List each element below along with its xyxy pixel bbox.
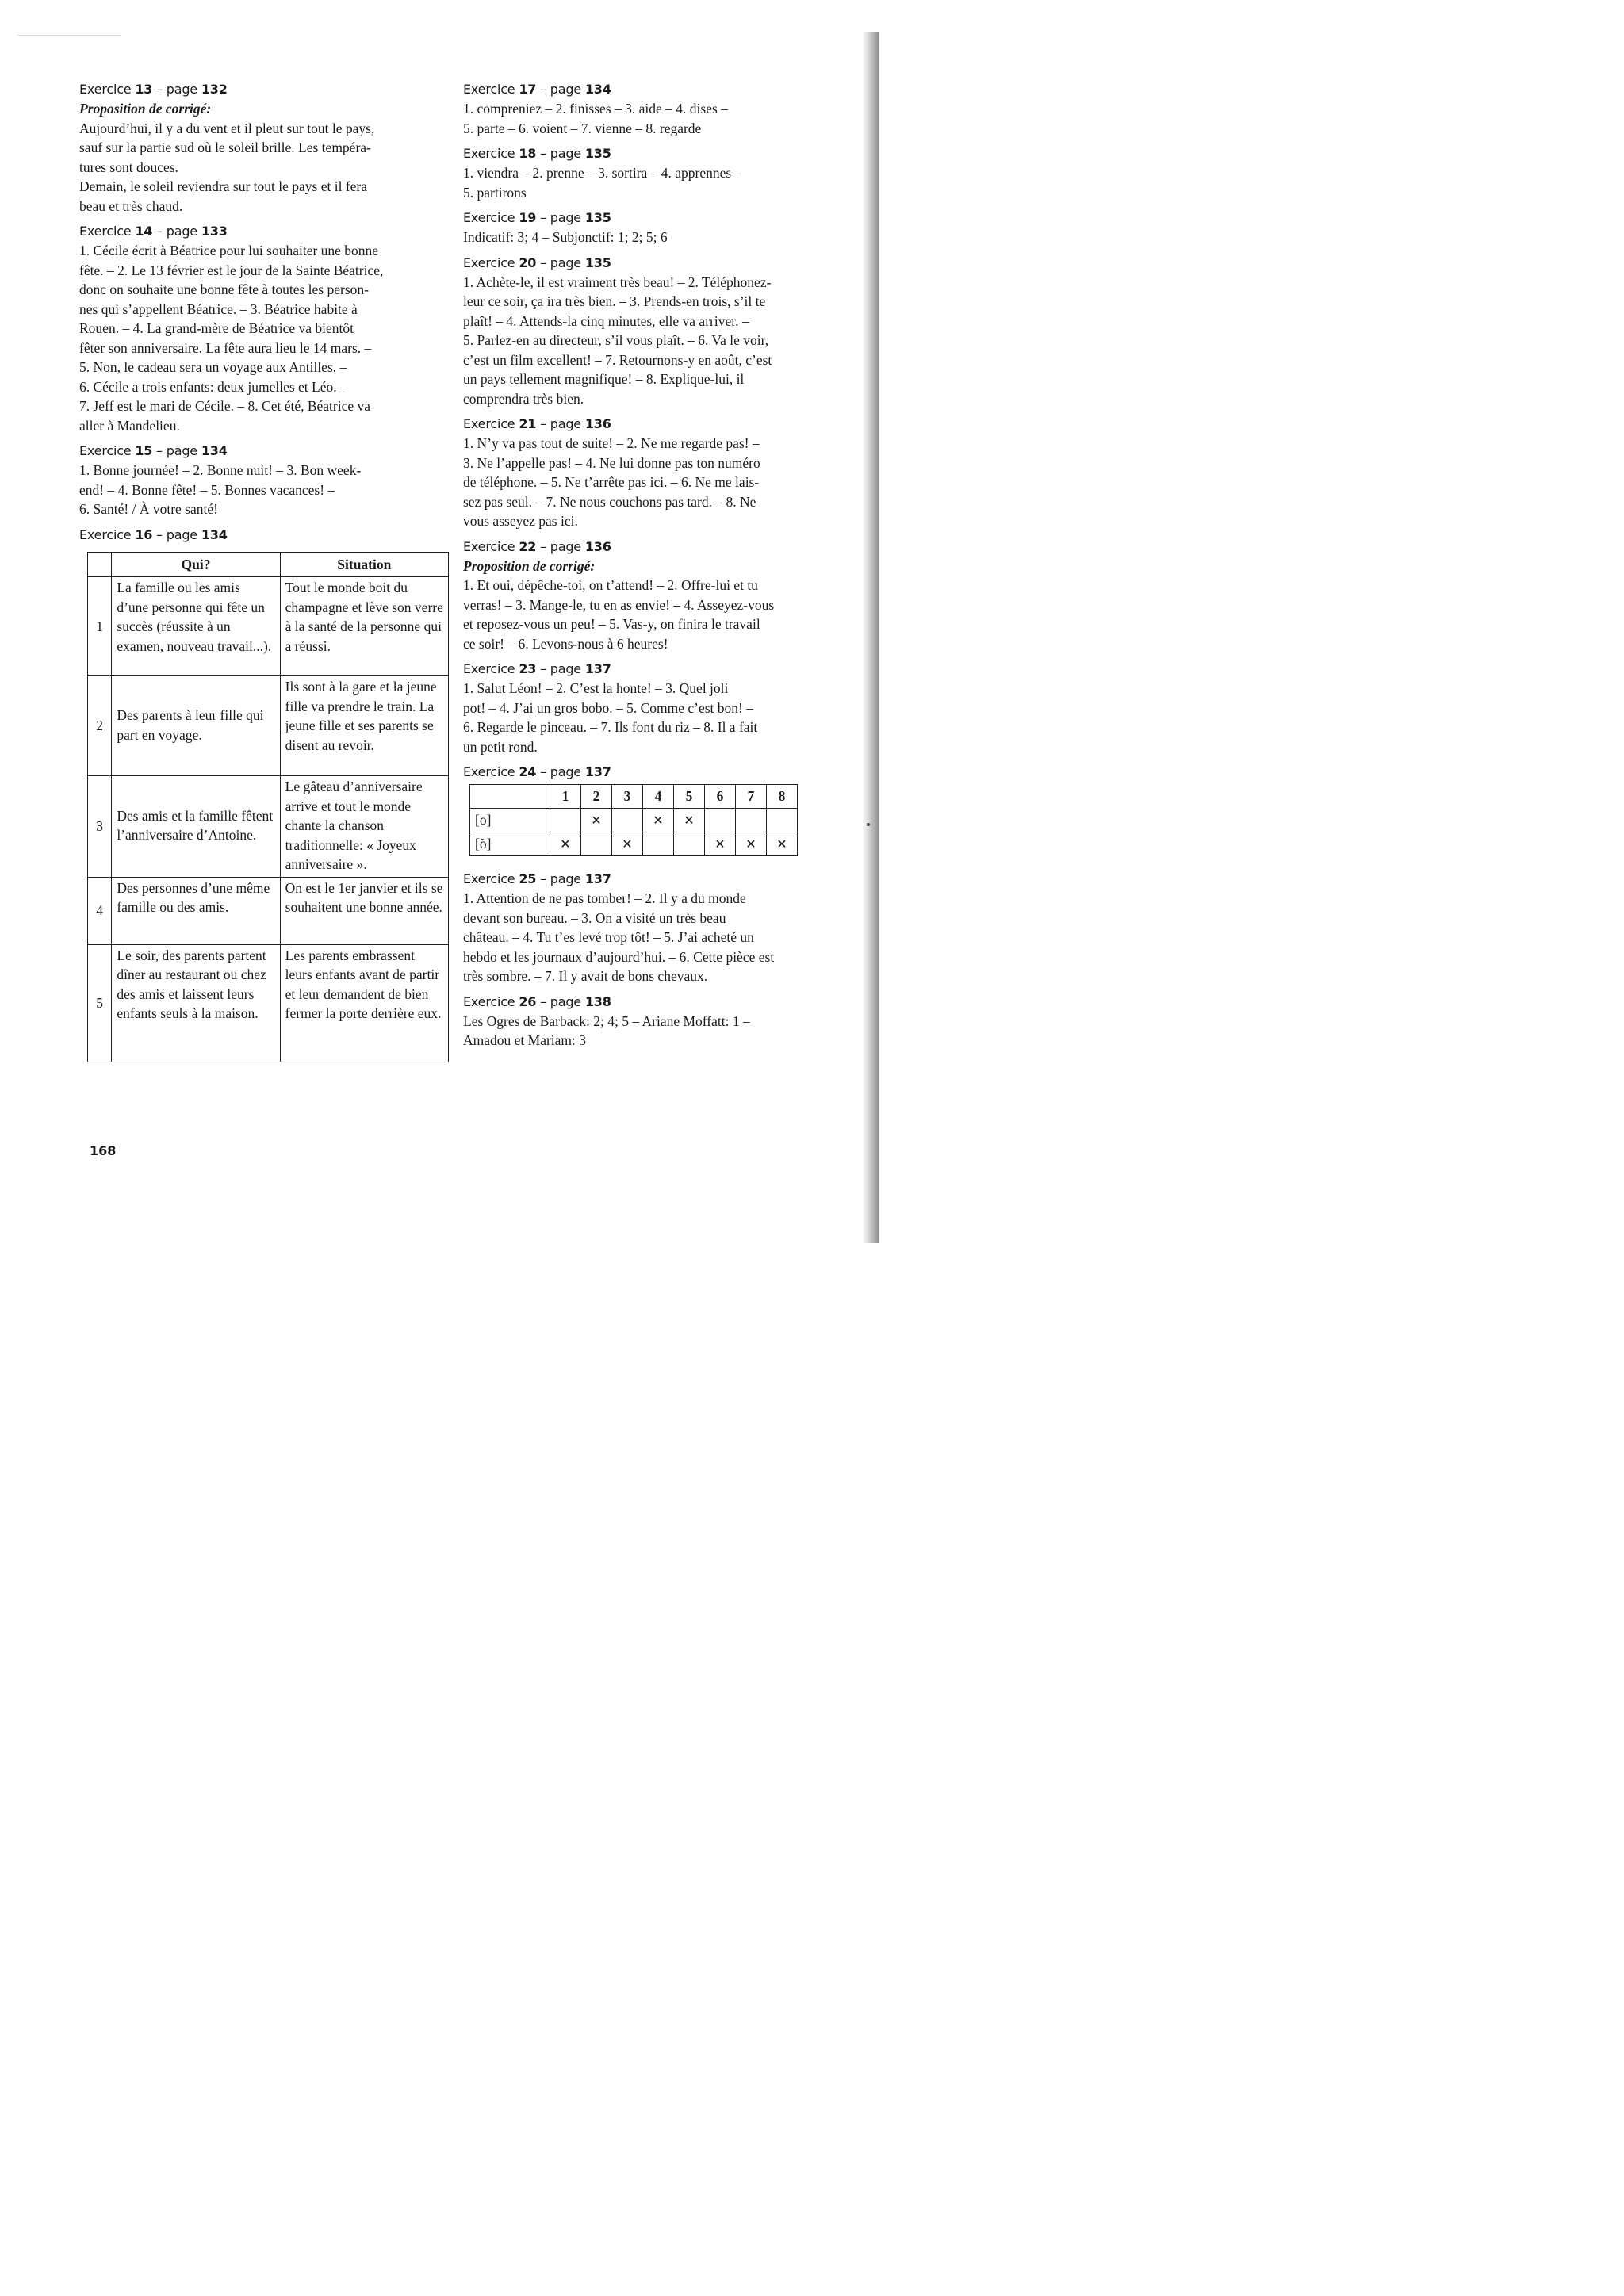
text-line: 6. Santé! / À votre santé! [79, 501, 218, 517]
text-line: 1. viendra – 2. prenne – 3. sortira – 4. apprennes – [463, 165, 742, 181]
column-header: 5 [674, 785, 705, 809]
exercise-24 [463, 763, 832, 856]
mark-cell-x [581, 809, 612, 832]
text-line: sauf sur la partie sud où le soleil brille. Les tempéra- [79, 140, 371, 155]
exercise-26 [463, 993, 832, 1050]
text-line: de téléphone. – 5. Ne t’arrête pas ici. – 6. Ne me lais- [463, 474, 760, 490]
column-header-qui: Qui? [112, 552, 280, 577]
exercise-23 [463, 660, 832, 756]
mark-cell-empty [674, 832, 705, 856]
text-line: Rouen. – 4. La grand-mère de Béatrice va bientôt [79, 320, 354, 336]
page-number: 168 [90, 1143, 117, 1158]
exercise-heading: Exercice 18 – page 135 [463, 146, 611, 161]
mark-cell-x [643, 809, 674, 832]
proposition-label: Proposition de corrigé: [79, 101, 212, 117]
text-line: tures sont douces. [79, 159, 178, 175]
row-number: 5 [88, 944, 112, 1062]
mark-cell-x [767, 832, 798, 856]
text-line: hebdo et les journaux d’aujourd’hui. – 6. Cette pièce est [463, 948, 775, 965]
column-header: 2 [581, 785, 612, 809]
mark-cell-x [705, 832, 736, 856]
text-line: un petit rond. [463, 738, 538, 755]
x-mark-icon: ✕ [622, 836, 633, 851]
proposition-label: Proposition de corrigé: [463, 557, 596, 574]
text-line: Indicatif: 3; 4 – Subjonctif: 1; 2; 5; 6 [463, 229, 668, 245]
column-header: 7 [736, 785, 767, 809]
text-line: 3. Ne l’appelle pas! – 4. Ne lui donne pas ton numéro [463, 454, 760, 471]
table-row [470, 832, 798, 856]
mark-cell-empty [581, 832, 612, 856]
text-line: devant son bureau. – 3. On a visité un très beau [463, 909, 726, 926]
text-line: Amadou et Mariam: 3 [463, 1032, 587, 1048]
exercise-heading: Exercice 20 – page 135 [463, 254, 611, 270]
text-line: vous asseyez pas ici. [463, 513, 578, 529]
text-line: et reposez-vous un peu! – 5. Vas-y, on finira le travail [463, 616, 760, 632]
exercise-heading: Exercice 17 – page 134 [463, 82, 611, 97]
column-header-situation: Situation [280, 552, 448, 577]
exercise-heading: Exercice 16 – page 134 [79, 526, 228, 542]
situation-cell: On est le 1er janvier et ils se souhaitent une bonne année. [280, 877, 448, 944]
text-line: 1. Attention de ne pas tomber! – 2. Il y a du monde [463, 890, 746, 906]
table-header-row [88, 552, 449, 577]
situation-cell: Ils sont à la gare et la jeune fille va prendre le train. La jeune fille et ses parents se disent au revoir. [280, 676, 448, 776]
text-line: 6. Cécile a trois enfants: deux jumelles et Léo. – [79, 378, 347, 395]
mark-cell-empty [705, 809, 736, 832]
text-line: 6. Regarde le pinceau. – 7. Ils font du riz – 8. Il a fait [463, 719, 758, 735]
row-label: [o] [470, 809, 550, 832]
exercise-heading: Exercice 19 – page 135 [463, 210, 611, 225]
table-row [470, 809, 798, 832]
situations-table [87, 552, 449, 1062]
text-line: fête. – 2. Le 13 février est le jour de la Sainte Béatrice, [79, 262, 384, 278]
exercise-heading: Exercice 21 – page 136 [463, 416, 611, 431]
right-column [463, 81, 832, 1058]
x-mark-icon: ✕ [653, 812, 664, 828]
exercise-18 [463, 145, 832, 202]
qui-cell: La famille ou les amis d’une personne qui fête un succès (réussite à un examen, nouveau travail...). [112, 577, 280, 676]
table-row [88, 877, 449, 944]
row-number: 4 [88, 877, 112, 944]
empty-header-cell [470, 785, 550, 809]
situation-cell: Les parents embrassent leurs enfants avant de partir et leur demandent de bien fermer la porte derrière eux. [280, 944, 448, 1062]
mark-cell-x [550, 832, 581, 856]
x-mark-icon: ✕ [714, 836, 726, 851]
text-line: 1. Salut Léon! – 2. C’est la honte! – 3. Quel joli [463, 680, 729, 696]
exercise-15 [79, 442, 442, 519]
row-number: 2 [88, 676, 112, 776]
situation-cell: Tout le monde boit du champagne et lève son verre à la santé de la personne qui a réussi. [280, 577, 448, 676]
text-line: leur ce soir, ça ira très bien. – 3. Prends-en trois, s’il te [463, 293, 766, 309]
text-line: 5. partirons [463, 184, 527, 201]
column-header: 4 [643, 785, 674, 809]
text-line: 1. Bonne journée! – 2. Bonne nuit! – 3. Bon week- [79, 462, 362, 478]
text-line: c’est un film excellent! – 7. Retournons-y en août, c’est [463, 351, 772, 368]
text-line: donc on souhaite une bonne fête à toutes les person- [79, 281, 369, 297]
exercise-21 [463, 415, 832, 531]
text-line: 5. Parlez-en au directeur, s’il vous plaît. – 6. Va le voir, [463, 332, 769, 348]
column-header: 1 [550, 785, 581, 809]
situation-cell: Le gâteau d’anniversaire arrive et tout le monde chante la chanson traditionnelle: « Joyeux anniversaire ». [280, 776, 448, 878]
mark-cell-empty [643, 832, 674, 856]
text-line: très sombre. – 7. Il y avait de bons chevaux. [463, 968, 708, 984]
qui-cell: Des amis et la famille fêtent l’anniversaire d’Antoine. [112, 776, 280, 878]
text-line: 1. Achète-le, il est vraiment très beau! – 2. Téléphonez- [463, 274, 772, 290]
text-line: plaît! – 4. Attends-la cinq minutes, elle va arriver. – [463, 312, 749, 329]
x-mark-icon: ✕ [776, 836, 787, 851]
text-line: fêter son anniversaire. La fête aura lieu le 14 mars. – [79, 339, 372, 356]
text-line: pot! – 4. J’ai un gros bobo. – 5. Comme c’est bon! – [463, 699, 753, 716]
text-line: 7. Jeff est le mari de Cécile. – 8. Cet été, Béatrice va [79, 398, 371, 414]
text-line: end! – 4. Bonne fête! – 5. Bonnes vacances! – [79, 481, 335, 498]
text-line: Aujourd’hui, il y a du vent et il pleut sur tout le pays, [79, 120, 375, 136]
mark-cell-empty [550, 809, 581, 832]
text-line: Les Ogres de Barback: 2; 4; 5 – Ariane Moffatt: 1 – [463, 1012, 750, 1029]
x-mark-icon: ✕ [745, 836, 756, 851]
exercise-17 [463, 81, 832, 138]
exercise-22 [463, 538, 832, 654]
mark-cell-empty [736, 809, 767, 832]
text-line: comprendra très bien. [463, 390, 584, 407]
exercise-25 [463, 871, 832, 986]
text-line: 1. N’y va pas tout de suite! – 2. Ne me regarde pas! – [463, 435, 760, 451]
text-line: 1. Cécile écrit à Béatrice pour lui souhaiter une bonne [79, 243, 379, 258]
text-line: 5. Non, le cadeau sera un voyage aux Antilles. – [79, 359, 347, 375]
exercise-heading: Exercice 22 – page 136 [463, 538, 611, 554]
exercise-14 [79, 223, 442, 435]
exercise-heading: Exercice 26 – page 138 [463, 993, 611, 1009]
column-header: 6 [705, 785, 736, 809]
left-column [79, 81, 442, 1070]
mark-cell-x [612, 832, 643, 856]
x-mark-icon: ✕ [560, 836, 571, 851]
text-line: 5. parte – 6. voient – 7. vienne – 8. regarde [463, 120, 702, 136]
page-edge-shadow [862, 32, 879, 1243]
column-header: 3 [612, 785, 643, 809]
mark-cell-empty [612, 809, 643, 832]
text-line: beau et très chaud. [79, 197, 183, 214]
text-line: nes qui s’appellent Béatrice. – 3. Béatrice habite à [79, 300, 358, 317]
table-row [88, 676, 449, 776]
exercise-heading: Exercice 24 – page 137 [463, 764, 611, 779]
text-line: sez pas seul. – 7. Ne nous couchons pas tard. – 8. Ne [463, 493, 756, 510]
scan-speck [867, 823, 870, 826]
mark-cell-x [736, 832, 767, 856]
text-line: verras! – 3. Mange-le, tu en as envie! – 4. Asseyez-vous [463, 596, 775, 613]
text-line: aller à Mandelieu. [79, 417, 180, 434]
mark-cell-empty [767, 809, 798, 832]
phoneme-table [469, 784, 798, 856]
table-row [88, 944, 449, 1062]
exercise-heading: Exercice 23 – page 137 [463, 661, 611, 676]
table-row [88, 776, 449, 878]
exercise-heading: Exercice 15 – page 134 [79, 443, 228, 458]
row-number: 1 [88, 577, 112, 676]
column-header: 8 [767, 785, 798, 809]
text-line: un pays tellement magnifique! – 8. Explique-lui, il [463, 371, 745, 387]
exercise-19 [463, 209, 832, 247]
exercise-heading: Exercice 14 – page 133 [79, 224, 228, 239]
exercise-13 [79, 81, 442, 216]
text-line: château. – 4. Tu t’es levé trop tôt! – 5. J’ai acheté un [463, 929, 754, 945]
x-mark-icon: ✕ [591, 812, 602, 828]
row-label: [õ] [470, 832, 550, 856]
exercise-16 [79, 526, 442, 1062]
text-line: 1. Et oui, dépêche-toi, on t’attend! – 2. Offre-lui et tu [463, 577, 758, 593]
empty-header-cell [88, 552, 112, 577]
exercise-20 [463, 254, 832, 409]
table-row [88, 577, 449, 676]
qui-cell: Des personnes d’une même famille ou des amis. [112, 877, 280, 944]
row-number: 3 [88, 776, 112, 878]
text-line: ce soir! – 6. Levons-nous à 6 heures! [463, 635, 668, 652]
text-line: Demain, le soleil reviendra sur tout le pays et il fera [79, 178, 367, 194]
table-header-row [470, 785, 798, 809]
qui-cell: Le soir, des parents partent dîner au restaurant ou chez des amis et laissent leurs enfants seuls à la maison. [112, 944, 280, 1062]
mark-cell-x [674, 809, 705, 832]
exercise-heading: Exercice 25 – page 137 [463, 871, 611, 886]
x-mark-icon: ✕ [684, 812, 695, 828]
exercise-heading: Exercice 13 – page 132 [79, 82, 228, 97]
top-rule [17, 35, 121, 36]
text-line: 1. compreniez – 2. finisses – 3. aide – 4. dises – [463, 101, 728, 117]
qui-cell: Des parents à leur fille qui part en voyage. [112, 676, 280, 776]
